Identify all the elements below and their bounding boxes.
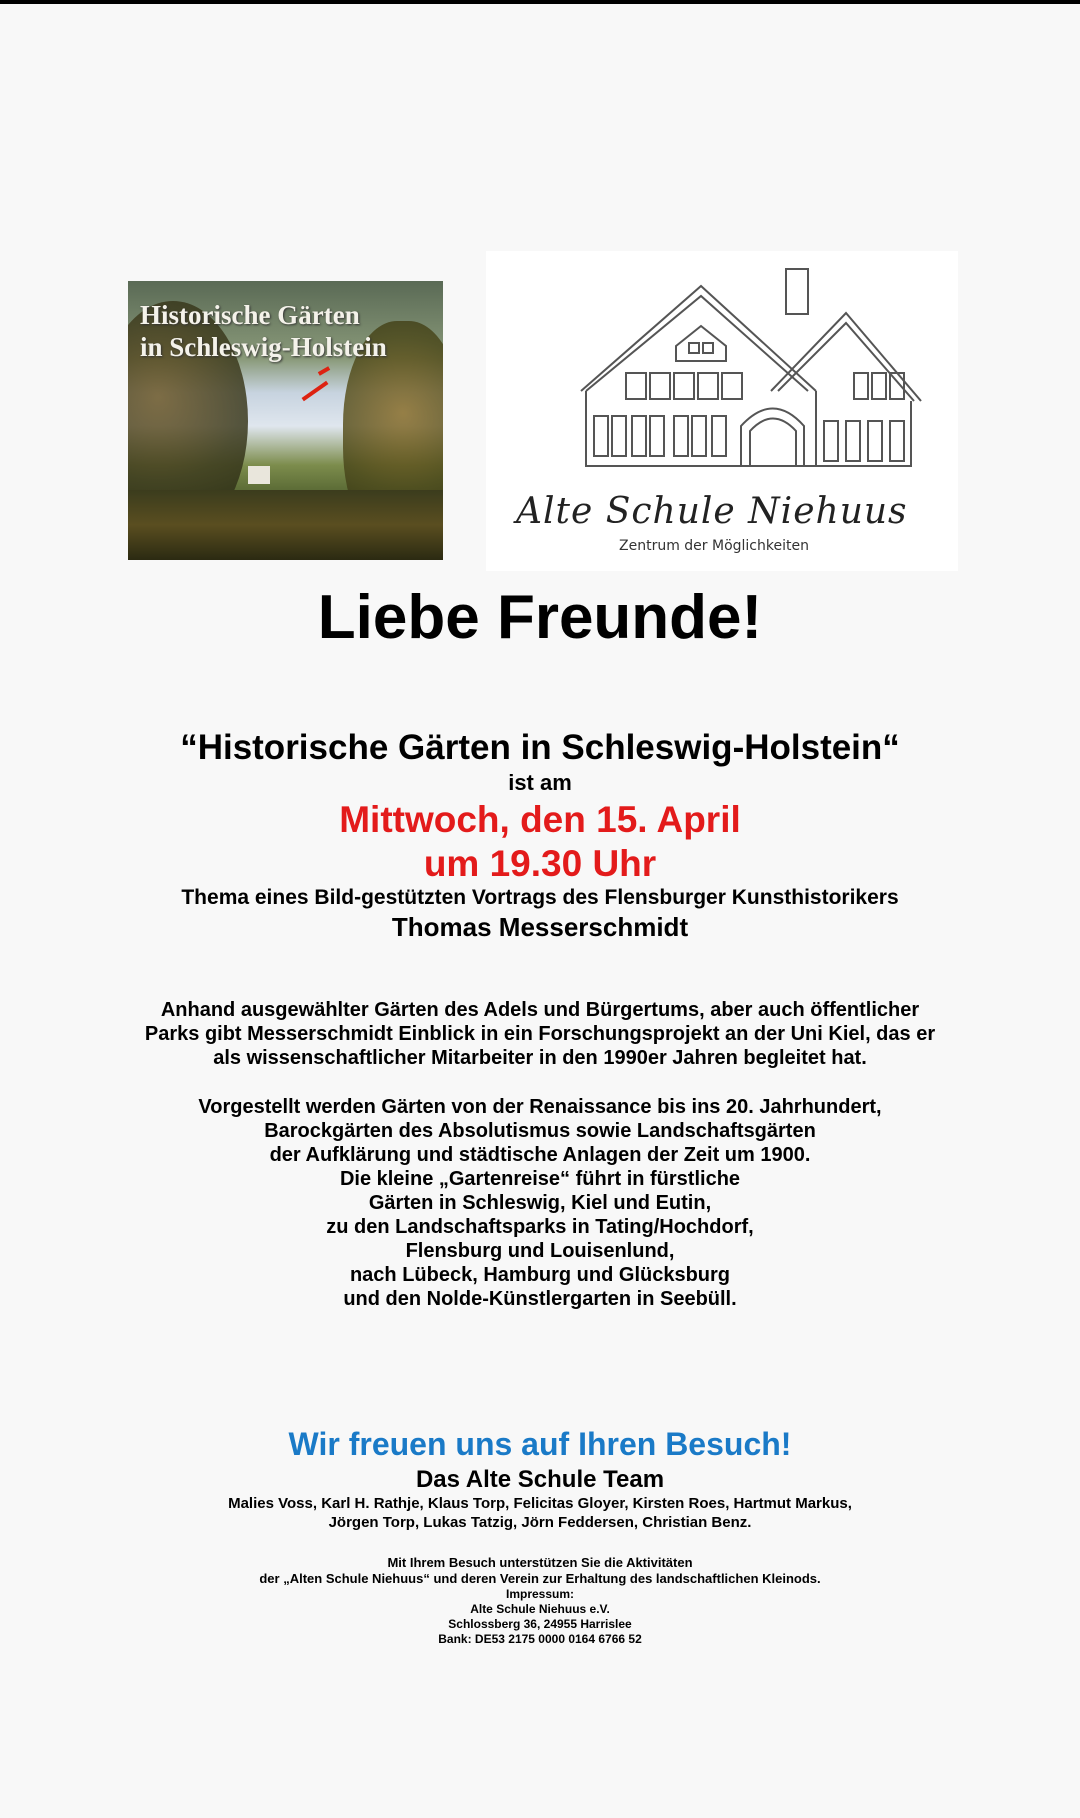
support-note [0, 1555, 1080, 1587]
text-line: Parks gibt Messerschmidt Einblick in ein Forschungsprojekt an der Uni Kiel, das er [144, 1023, 936, 1045]
text-line: nach Lübeck, Hamburg und Glücksburg [349, 1264, 731, 1286]
text-line: der Aufklärung und städtische Anlagen der Zeit um 1900. [269, 1144, 811, 1166]
text-line: der „Alten Schule Niehuus“ und deren Verein zur Erhaltung des landschaftlichen Kleinods. [259, 1571, 821, 1586]
text-line: Schlossberg 36, 24955 Harrislee [448, 1617, 632, 1631]
event-ist-am: ist am [508, 770, 572, 795]
logo-subtitle: Zentrum der Möglichkeiten [619, 538, 809, 554]
event-topic: Thema eines Bild-gestützten Vortrags des Flensburger Kunsthistorikers [181, 886, 899, 909]
event-time: um 19.30 Uhr [423, 843, 657, 884]
red-mark [302, 381, 329, 401]
book-cover-image [128, 281, 443, 560]
description-paragraph-2 [0, 1095, 1080, 1311]
text-line: Mit Ihrem Besuch unterstützen Sie die Aktivitäten [387, 1555, 693, 1570]
event-date: Mittwoch, den 15. April [339, 799, 741, 840]
text-line: Gärten in Schleswig, Kiel und Eutin, [368, 1192, 712, 1214]
book-cover-title: Historische Gärten in Schleswig-Holstein [140, 300, 387, 362]
text-line: als wissenschaftlicher Mitarbeiter in den 1990er Jahren begleitet hat. [213, 1047, 867, 1069]
description-paragraph-1 [0, 998, 1080, 1070]
alte-schule-logo [486, 251, 958, 571]
text-line: Bank: DE53 2175 0000 0164 6766 52 [438, 1632, 642, 1646]
welcome-message: Wir freuen uns auf Ihren Besuch! [288, 1426, 792, 1462]
greeting-heading: Liebe Freunde! [317, 583, 763, 652]
text-line: Malies Voss, Karl H. Rathje, Klaus Torp, Felicitas Gloyer, Kirsten Roes, Hartmut Markus, [228, 1495, 852, 1512]
text-line: Alte Schule Niehuus e.V. [470, 1602, 610, 1616]
top-border [0, 0, 1080, 4]
pond-shape [128, 490, 443, 560]
team-members [0, 1494, 1080, 1532]
text-line: Die kleine „Gartenreise“ führt in fürstliche [339, 1168, 741, 1190]
event-speaker: Thomas Messerschmidt [391, 912, 689, 942]
impressum [0, 1587, 1080, 1647]
text-line: und den Nolde-Künstlergarten in Seebüll. [343, 1288, 737, 1310]
text-line: Barockgärten des Absolutismus sowie Landschaftsgärten [264, 1120, 816, 1142]
event-title: “Historische Gärten in Schleswig-Holstein“ [180, 728, 900, 767]
red-mark [318, 366, 330, 375]
text-line: Jörgen Torp, Lukas Tatzig, Jörn Feddersen, Christian Benz. [328, 1514, 752, 1531]
text-line: Anhand ausgewählter Gärten des Adels und Bürgertums, aber auch öffentlicher [160, 999, 920, 1021]
logo-name: Alte Schule Niehuus [516, 491, 908, 532]
text-line: Impressum: [505, 1587, 575, 1601]
text-line: Vorgestellt werden Gärten von der Renaissance bis ins 20. Jahrhundert, [198, 1096, 882, 1118]
text-line: zu den Landschaftsparks in Tating/Hochdorf, [326, 1216, 754, 1238]
text-line: Flensburg und Louisenlund, [405, 1240, 675, 1262]
temple-shape [248, 466, 270, 484]
team-heading: Das Alte Schule Team [415, 1466, 665, 1493]
